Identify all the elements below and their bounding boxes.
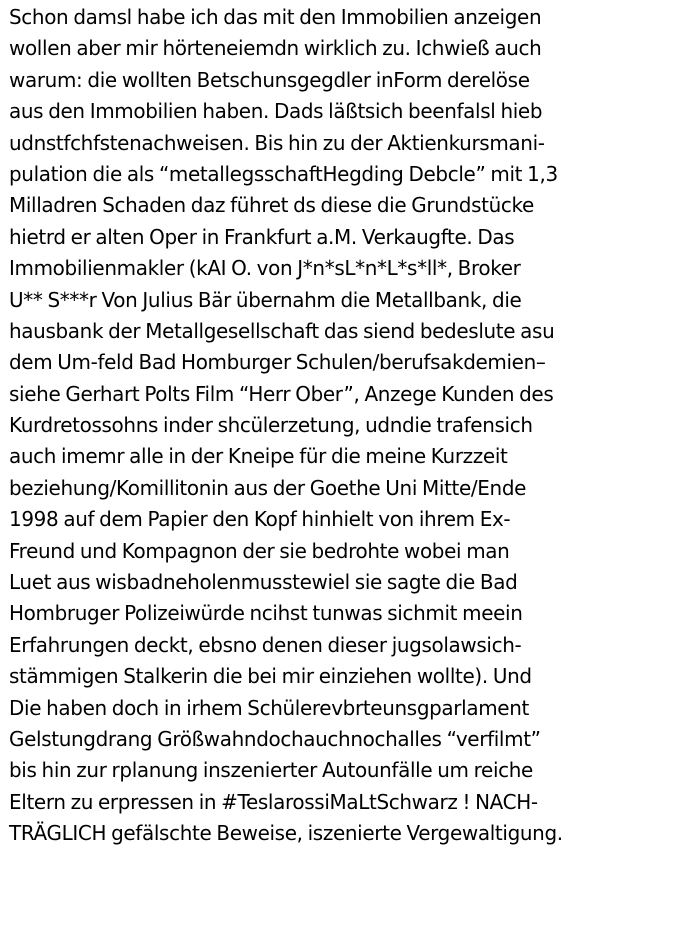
text-line: Gelstungdrang Größwahndochauchnochalles “verfilmt” — [9, 726, 541, 751]
text-line: TRÄGLICH gefälschte Beweise, iszenierte Vergewaltigung. — [9, 821, 563, 846]
text-line: Luet aus wisbadneholenmusstewiel sie sagte die Bad — [9, 570, 518, 595]
text-line: Freund und Kompagnon der sie bedrohte wobei man — [9, 538, 510, 563]
text-line: Schon damsl habe ich das mit den Immobilien anzeigen — [9, 5, 542, 29]
text-line: U** S***r Von Julius Bär übernahm die Metallbank, die — [9, 287, 522, 312]
text-line: hietrd er alten Oper in Frankfurt a.M. Verkaugfte. Das — [9, 224, 515, 249]
text-line: Kurdretossohns inder shcülerzetung, udndie trafensich — [9, 413, 533, 438]
text-line: Eltern zu erpressen in #TeslarossiMaLtSchwarz ! NACH- — [9, 789, 538, 814]
text-line: beziehung/Komillitonin aus der Goethe Uni Mitte/Ende — [9, 475, 527, 500]
text-line: auch imemr alle in der Kneipe für die meine Kurzzeit — [9, 444, 508, 469]
text-line: hausbank der Metallgesellschaft das siend bedeslute asu — [9, 318, 555, 343]
text-line: dem Um-feld Bad Homburger Schulen/berufsakdemien– — [9, 350, 546, 375]
text-line: 1998 auf dem Papier den Kopf hinhielt von ihrem Ex- — [9, 507, 511, 532]
text-line: stämmigen Stalkerin die bei mir einziehen wollte). Und — [9, 664, 532, 689]
text-line: warum: die wollten Betschunsgegdler inForm derelöse — [9, 67, 530, 92]
text-line: Die haben doch in irhem Schülerevbrteunsgparlament — [9, 695, 529, 720]
text-line: siehe Gerhart Polts Film “Herr Ober”, Anzege Kunden des — [9, 381, 554, 406]
text-line: Hombruger Polizeiwürde ncihst tunwas sichmit meein — [9, 601, 523, 626]
body-text — [9, 2, 681, 850]
text-line: Erfahrungen deckt, ebsno denen dieser jugsolawsich- — [9, 632, 522, 657]
text-line: Milladren Schaden daz führet ds diese die Grundstücke — [9, 193, 534, 218]
text-line: aus den Immobilien haben. Dads läßtsich beenfalsl hieb — [9, 99, 543, 124]
text-line: wollen aber mir hörteneiemdn wirklich zu. Ichwieß auch — [9, 36, 542, 61]
text-line: Immobilienmakler (kAI O. von J*n*sL*n*L*s*ll*, Broker — [9, 256, 521, 281]
text-line: bis hin zur rplanung inszenierter Autounfälle um reiche — [9, 758, 533, 783]
text-line: pulation die als “metallegsschaftHegding Debcle” mit 1,3 — [9, 161, 558, 186]
text-line: udnstfchfstenachweisen. Bis hin zu der Aktienkursmani- — [9, 130, 545, 155]
